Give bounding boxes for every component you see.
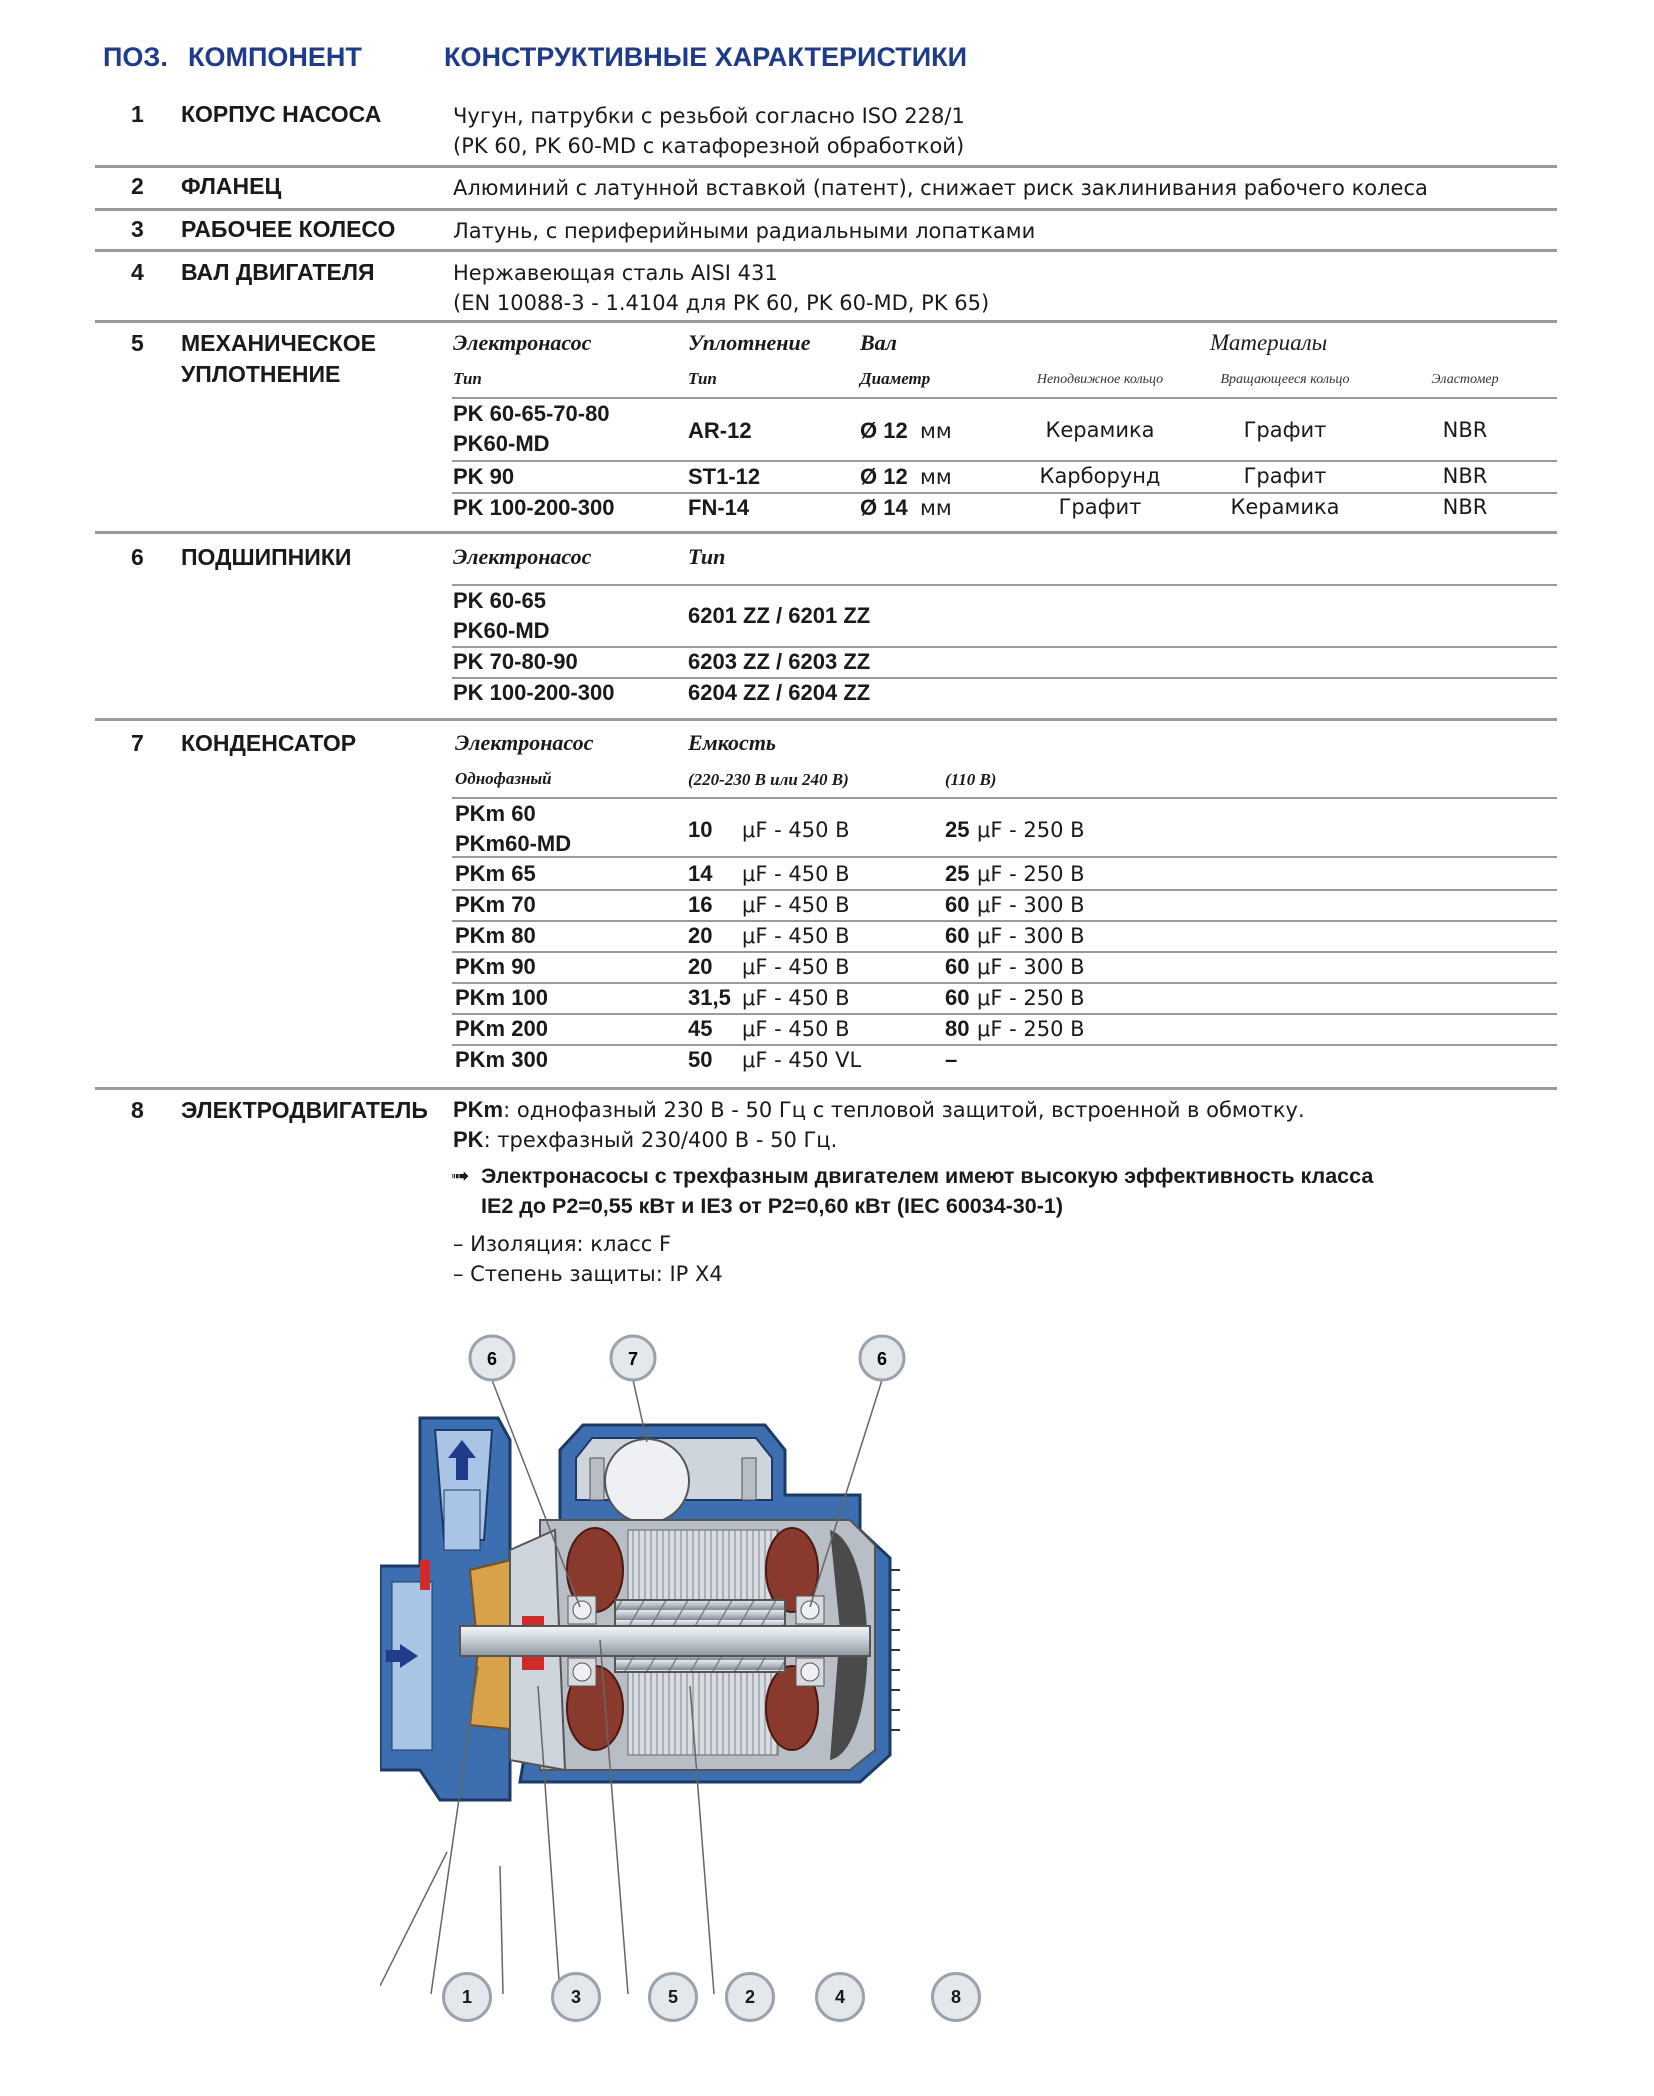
row-8-name: ЭЛЕКТРОДВИГАТЕЛЬ	[181, 1097, 428, 1123]
divider	[95, 165, 1557, 168]
callout-7	[611, 1336, 655, 1380]
header-component: КОМПОНЕНТ	[188, 42, 362, 72]
seal-r3-type: FN-14	[688, 495, 750, 520]
cap-row-c2: –	[945, 1047, 958, 1072]
bearings-r1-pump2: PK60-MD	[453, 618, 550, 643]
seal-r3-unit: мм	[920, 496, 952, 520]
divider	[452, 856, 1557, 858]
row-2-line1: Алюминий с латунной вставкой (патент), снижает риск заклинивания рабочего колеса	[453, 176, 1428, 200]
seal-h-seal: Уплотнение	[688, 330, 811, 355]
callout-b2: 3	[551, 1972, 601, 2022]
motor-pk-text: : трехфазный 230/400 В - 50 Гц.	[483, 1128, 838, 1152]
cap-row-c2: 60	[945, 892, 970, 917]
row-4-num: 4	[131, 259, 144, 285]
seal-r3-fixed: Графит	[1058, 495, 1142, 519]
seal-r1-diam: Ø 12	[860, 418, 908, 443]
cap-row-u1: μF - 450 VL	[742, 1048, 862, 1072]
row-3-name: РАБОЧЕЕ КОЛЕСО	[181, 216, 396, 242]
divider	[452, 584, 1557, 586]
motor-pk-label: PK	[453, 1127, 484, 1152]
header-pos: ПОЗ.	[103, 42, 168, 72]
divider	[95, 320, 1557, 323]
cap-row-c2: 25	[945, 817, 970, 842]
seal-r1-unit: мм	[920, 419, 952, 443]
motor-insulation: – Изоляция: класс F	[453, 1232, 672, 1256]
divider	[95, 249, 1557, 252]
seal-s-fixed: Неподвижное кольцо	[1036, 372, 1164, 387]
seal-h-shaft: Вал	[860, 330, 897, 355]
row-4-name: ВАЛ ДВИГАТЕЛЯ	[181, 259, 375, 285]
cap-row-c1: 45	[688, 1016, 713, 1041]
cap-row-pump1: PKm 70	[455, 892, 536, 917]
seal-r2-fixed: Карборунд	[1039, 464, 1161, 488]
row-1-line2: (PK 60, PK 60-MD с катафорезной обработкой)	[453, 134, 965, 158]
seal-s-type2: Тип	[688, 369, 717, 388]
divider	[452, 677, 1557, 679]
cap-row-c1: 10	[688, 817, 713, 842]
row-7-num: 7	[131, 730, 144, 756]
seal-r2-el: NBR	[1442, 464, 1488, 488]
bearings-r3-pump1: PK 100-200-300	[453, 680, 615, 705]
divider	[452, 951, 1557, 953]
divider	[452, 1044, 1557, 1046]
seal-h-materials: Материалы	[1210, 330, 1328, 355]
callout-text: 6	[486, 1349, 498, 1369]
divider	[95, 208, 1557, 211]
divider	[452, 1013, 1557, 1015]
cap-row-c1: 14	[688, 861, 713, 886]
cap-row-pump1: PKm 65	[455, 861, 536, 886]
seal-r2-unit: мм	[920, 465, 952, 489]
seal-s-rot: Вращающееся кольцо	[1220, 372, 1350, 387]
motor-note1: Электронасосы с трехфазным двигателем имеют высокую эффективность класса	[481, 1164, 1374, 1188]
cap-row-pump1: PKm 300	[455, 1047, 548, 1072]
row-3-num: 3	[131, 216, 144, 242]
cap-row-pump1: PKm 90	[455, 954, 536, 979]
cap-row-c2: 60	[945, 954, 970, 979]
cap-row-u2: μF - 300 В	[977, 893, 1085, 917]
seal-s-diam: Диаметр	[860, 369, 931, 388]
divider	[95, 1087, 1557, 1090]
callout-6-right	[860, 1336, 904, 1380]
cap-row-c2: 60	[945, 985, 970, 1010]
seal-r2-diam: Ø 12	[860, 464, 908, 489]
divider	[95, 718, 1557, 721]
bearings-r2-type: 6203 ZZ / 6203 ZZ	[688, 649, 871, 674]
cap-row-u1: μF - 450 В	[742, 955, 850, 979]
divider	[452, 646, 1557, 648]
cap-row-u1: μF - 450 В	[742, 1017, 850, 1041]
row-1-num: 1	[131, 101, 144, 127]
divider	[452, 460, 1557, 462]
row-8-num: 8	[131, 1097, 144, 1123]
cap-row-u2: μF - 250 В	[977, 862, 1085, 886]
cap-row-u1: μF - 450 В	[742, 862, 850, 886]
seal-r1-fixed: Керамика	[1045, 418, 1155, 442]
motor-pkm-line	[453, 1097, 1305, 1123]
callout-text: 7	[627, 1349, 639, 1369]
cap-row-c1: 31,5	[688, 985, 731, 1010]
cap-row-c1: 20	[688, 954, 713, 979]
cap-row-pump1: PKm 100	[455, 985, 548, 1010]
cap-row-c1: 50	[688, 1047, 713, 1072]
row-2-name: ФЛАНЕЦ	[181, 173, 282, 199]
motor-pk-line	[453, 1127, 837, 1153]
row-5-num: 5	[131, 330, 144, 356]
row-2-num: 2	[131, 173, 144, 199]
divider	[452, 920, 1557, 922]
bearings-h-type: Тип	[688, 544, 726, 569]
divider	[452, 797, 1557, 799]
cap-row-u1: μF - 450 В	[742, 986, 850, 1010]
cap-row-c2: 25	[945, 861, 970, 886]
row-1-name: КОРПУС НАСОСА	[181, 101, 382, 127]
callout-6-left	[470, 1336, 514, 1380]
bearings-r1-pump1: PK 60-65	[453, 588, 546, 613]
cap-row-u2: μF - 250 В	[977, 986, 1085, 1010]
cap-row-u2: μF - 300 В	[977, 924, 1085, 948]
arrow-right-icon: ➟	[451, 1164, 470, 1189]
divider	[452, 397, 1557, 399]
callout-text: 6	[876, 1349, 888, 1369]
bearings-r2-pump1: PK 70-80-90	[453, 649, 578, 674]
motor-pkm-text: : однофазный 230 В - 50 Гц с тепловой защитой, встроенной в обмотку.	[503, 1098, 1305, 1122]
row-1-line1: Чугун, патрубки с резьбой согласно ISO 228/1	[453, 104, 965, 128]
motor-pkm-label: PKm	[453, 1097, 504, 1122]
seal-s-elast: Эластомер	[1431, 372, 1499, 387]
motor-note2: IE2 до P2=0,55 кВт и IE3 от P2=0,60 кВт (IEC 60034-30-1)	[481, 1194, 1064, 1218]
row-5-name2: УПЛОТНЕНИЕ	[181, 361, 341, 387]
seal-r1-rot: Графит	[1243, 418, 1327, 442]
seal-r1-pump2: PK60-MD	[453, 431, 550, 456]
cap-s-v1: (220-230 В или 240 В)	[688, 770, 849, 789]
divider	[95, 531, 1557, 534]
header-features: КОНСТРУКТИВНЫЕ ХАРАКТЕРИСТИКИ	[444, 42, 968, 72]
cap-row-u2: μF - 250 В	[977, 818, 1085, 842]
callout-b6: 8	[931, 1972, 981, 2022]
seal-r1-pump1: PK 60-65-70-80	[453, 401, 610, 426]
callout-b4: 2	[725, 1972, 775, 2022]
cap-h-cap: Емкость	[688, 730, 776, 755]
cap-row-pump1: PKm 200	[455, 1016, 548, 1041]
row-6-name: ПОДШИПНИКИ	[181, 544, 352, 570]
seal-r3-el: NBR	[1442, 495, 1488, 519]
cap-row-u2: μF - 250 В	[977, 1017, 1085, 1041]
row-3-line1: Латунь, с периферийными радиальными лопатками	[453, 219, 1036, 243]
cap-row-pump2: PKm60-MD	[455, 831, 572, 856]
seal-r1-el: NBR	[1442, 418, 1488, 442]
cap-row-c1: 16	[688, 892, 713, 917]
cap-s-v2: (110 В)	[945, 770, 997, 789]
divider	[452, 492, 1557, 494]
row-4-line1: Нержавеющая сталь AISI 431	[453, 261, 778, 285]
seal-r3-pump1: PK 100-200-300	[453, 495, 615, 520]
seal-r2-pump1: PK 90	[453, 464, 515, 489]
cap-row-u1: μF - 450 В	[742, 924, 850, 948]
row-7-name: КОНДЕНСАТОР	[181, 730, 357, 756]
seal-r1-type: AR-12	[688, 418, 752, 443]
motor-protection: – Степень защиты: IP X4	[453, 1262, 723, 1286]
bearings-h-pump: Электронасос	[453, 544, 592, 569]
cap-s-single: Однофазный	[455, 769, 552, 788]
callout-b5: 4	[815, 1972, 865, 2022]
callout-b1: 1	[442, 1972, 492, 2022]
row-4-line2: (EN 10088-3 - 1.4104 для PK 60, PK 60-MD, PK 65)	[453, 291, 990, 315]
seal-s-type: Тип	[453, 369, 482, 388]
seal-r3-rot: Керамика	[1230, 495, 1340, 519]
divider	[452, 889, 1557, 891]
cap-row-c2: 80	[945, 1016, 970, 1041]
cap-row-u2: μF - 300 В	[977, 955, 1085, 979]
divider	[452, 982, 1557, 984]
cap-row-c2: 60	[945, 923, 970, 948]
cap-row-u1: μF - 450 В	[742, 818, 850, 842]
row-5-name1: МЕХАНИЧЕСКОЕ	[181, 330, 376, 356]
seal-r2-rot: Графит	[1243, 464, 1327, 488]
bearings-r3-type: 6204 ZZ / 6204 ZZ	[688, 680, 871, 705]
cap-row-pump1: PKm 60	[455, 801, 536, 826]
cap-row-u1: μF - 450 В	[742, 893, 850, 917]
cap-row-pump1: PKm 80	[455, 923, 536, 948]
seal-r3-diam: Ø 14	[860, 495, 908, 520]
cap-row-c1: 20	[688, 923, 713, 948]
row-6-num: 6	[131, 544, 144, 570]
bearings-r1-type: 6201 ZZ / 6201 ZZ	[688, 603, 871, 628]
pump-cutaway-illustration	[380, 1330, 1240, 2050]
seal-h-pump: Электронасос	[453, 330, 592, 355]
cap-h-pump: Электронасос	[455, 730, 594, 755]
seal-r2-type: ST1-12	[688, 464, 761, 489]
callout-b3: 5	[648, 1972, 698, 2022]
